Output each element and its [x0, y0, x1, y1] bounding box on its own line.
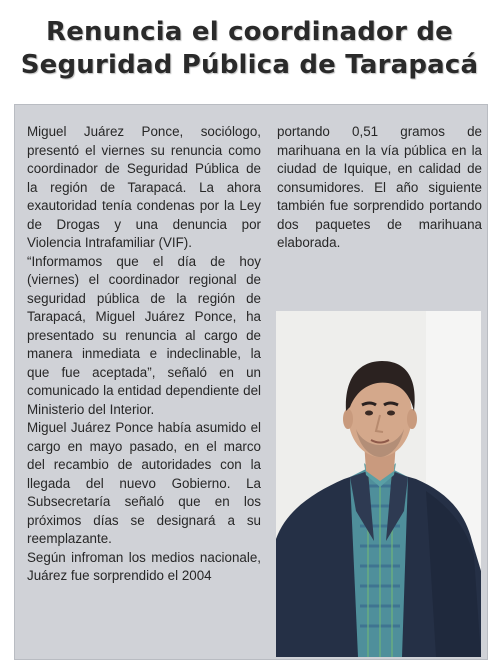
article-paragraph: portando 0,51 gramos de marihuana en la vía pública en la ciudad de Iquique, en calidad de consumidores. El año siguiente también fue sorprendido portando dos paquetes de marihuana elaborada. — [277, 124, 482, 250]
article-paragraph: Según infroman los medios nacionale, Juárez fue sorprendido el 2004 — [27, 549, 261, 583]
headline-line-2: Seguridad Pública de Tarapacá — [20, 50, 479, 80]
article-paragraph: Miguel Juárez Ponce había asumido el cargo en mayo pasado, en el marco del recambio de autoridades con la llegada del nuevo Gobierno. La Subsecretaría señaló que en los próximos días se designará a su reemplazante. — [27, 420, 261, 546]
portrait-illustration — [276, 311, 481, 657]
article-column-left — [27, 123, 261, 638]
portrait-photo — [276, 311, 481, 657]
article-paragraph: “Informamos que el día de hoy (viernes) el coordinador regional de seguridad pública de la región de Tarapacá, Miguel Juárez Ponce, ha presentado su renuncia al cargo de manera inmediata e indeclinable, la que fue aceptada”, señaló en un comunicado la entidad dependiente del Ministerio del Interior. — [27, 253, 261, 417]
article-column-right — [277, 123, 482, 283]
article-paragraph: Miguel Juárez Ponce, sociólogo, presentó el viernes su renuncia como coordinador de Seguridad Pública de la región de Tarapacá. La ahora exautoridad tenía condenas por la Ley de Drogas y una denuncia por Violencia Intrafamiliar (VIF). — [27, 124, 261, 250]
headline — [0, 16, 499, 82]
headline-line-1: Renuncia el coordinador de — [45, 17, 454, 47]
